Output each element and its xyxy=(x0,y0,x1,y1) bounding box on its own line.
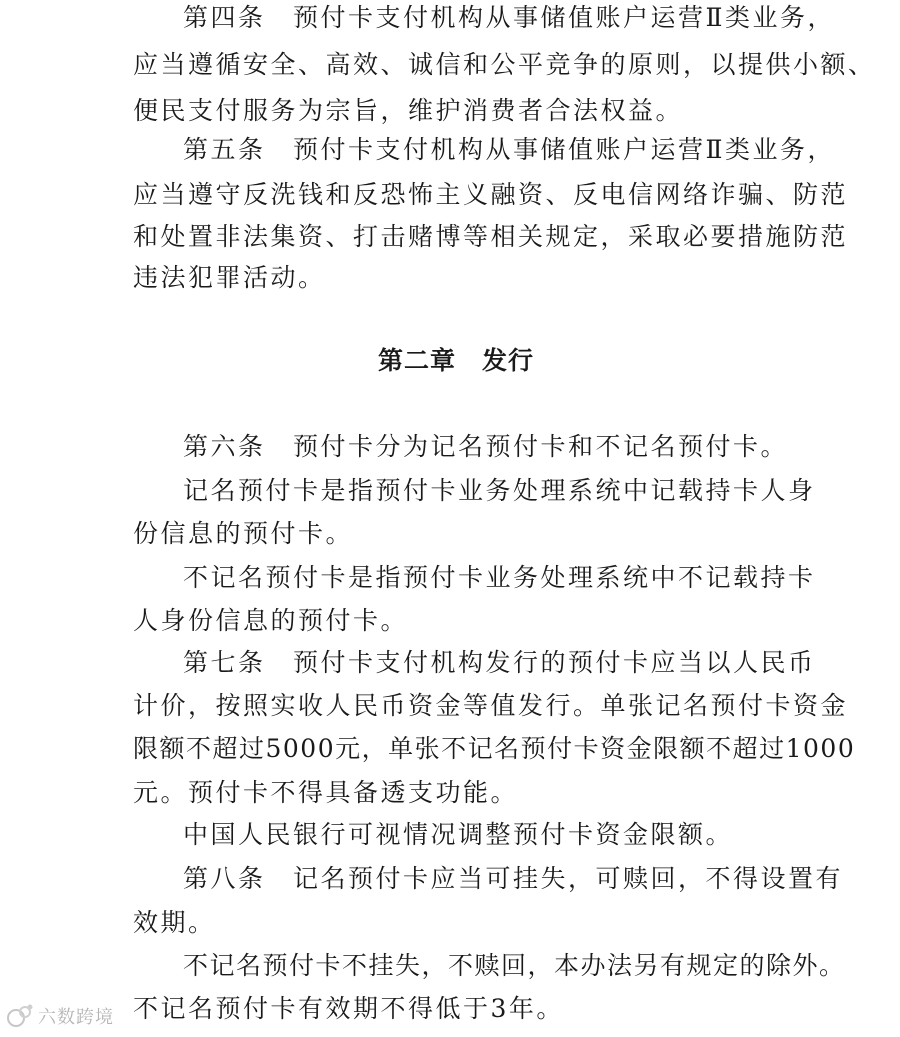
article-7-line-4: 元。预付卡不得具备透支功能。 xyxy=(133,778,519,807)
article-8-line-1: 第八条 记名预付卡应当可挂失，可赎回，不得设置有 xyxy=(183,864,844,893)
article-7-line-5: 中国人民银行可视情况调整预付卡资金限额。 xyxy=(183,820,734,849)
watermark-text: 六数跨境 xyxy=(38,1007,114,1028)
article-5-line-4: 违法犯罪活动。 xyxy=(133,263,326,292)
article-8-line-3: 不记名预付卡不挂失，不赎回，本办法另有规定的除外。 xyxy=(183,951,846,980)
article-4-line-1: 第四条 预付卡支付机构从事储值账户运营Ⅱ类业务， xyxy=(183,3,835,32)
article-7-line-2: 计价，按照实收人民币资金等值发行。单张记名预付卡资金 xyxy=(133,691,849,720)
article-6-line-4: 不记名预付卡是指预付卡业务处理系统中不记载持卡 xyxy=(183,563,816,592)
article-4-line-3: 便民支付服务为宗旨，维护消费者合法权益。 xyxy=(133,96,684,125)
watermark xyxy=(6,1003,114,1029)
article-6-line-3: 份信息的预付卡。 xyxy=(133,519,354,548)
article-5-line-2: 应当遵守反洗钱和反恐怖主义融资、反电信网络诈骗、防范 xyxy=(133,180,849,209)
article-7-line-3: 限额不超过5000元，单张不记名预付卡资金限额不超过1000 xyxy=(133,734,856,763)
article-6-line-1: 第六条 预付卡分为记名预付卡和不记名预付卡。 xyxy=(183,432,789,461)
article-5-line-3: 和处置非法集资、打击赌博等相关规定，采取必要措施防范 xyxy=(133,222,849,251)
article-7-line-1: 第七条 预付卡支付机构发行的预付卡应当以人民币 xyxy=(183,648,816,677)
brand-logo-icon xyxy=(6,1003,34,1029)
article-6-line-2: 记名预付卡是指预付卡业务处理系统中记载持卡人身 xyxy=(183,476,816,505)
article-8-line-2: 效期。 xyxy=(133,908,216,937)
chapter-heading: 第二章 发行 xyxy=(378,346,535,375)
article-5-line-1: 第五条 预付卡支付机构从事储值账户运营Ⅱ类业务， xyxy=(183,135,835,164)
article-8-line-4: 不记名预付卡有效期不得低于3年。 xyxy=(133,994,564,1023)
article-4-line-2: 应当遵循安全、高效、诚信和公平竞争的原则，以提供小额、 xyxy=(133,50,876,79)
article-6-line-5: 人身份信息的预付卡。 xyxy=(133,606,409,635)
